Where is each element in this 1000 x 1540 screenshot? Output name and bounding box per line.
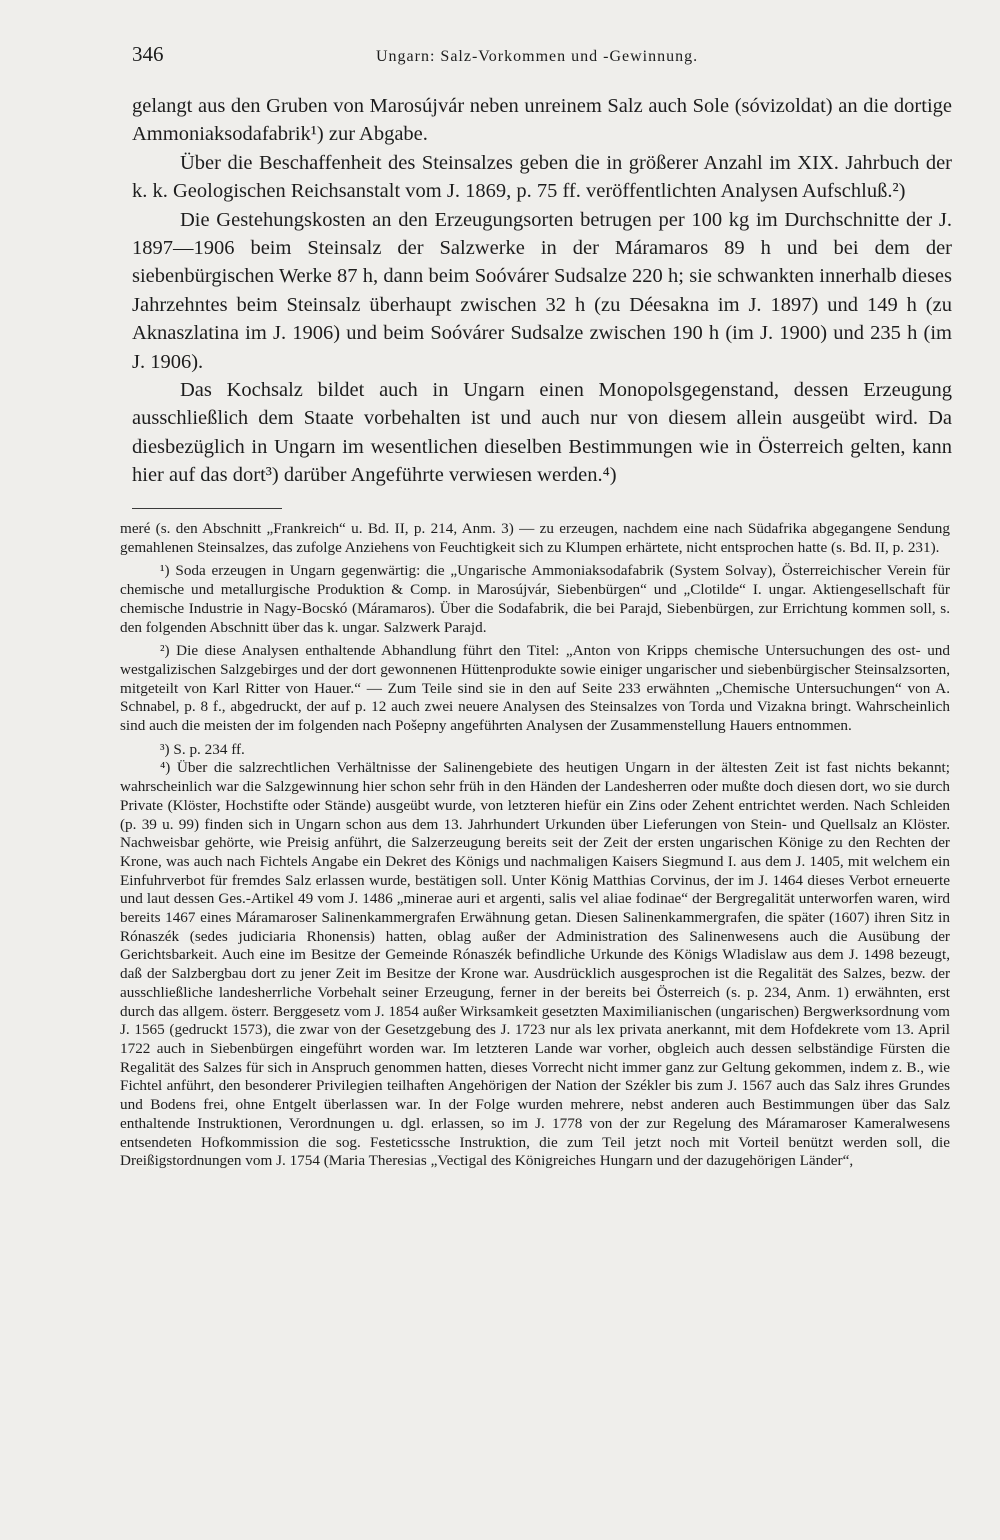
footnote-4: ⁴) Über die salzrechtlichen Verhältnisse der Salinengebiete des heutigen Ungarn in der ältesten Zeit ist fast nichts bekannt; wahrscheinlich war die Salzgewinnung hier schon sehr früh in den Händen der Landesherren oder mußte doch diesen dort, wo sie durch Private (Klöster, Hochstifte oder Stände) ausgeübt wurde, von letzteren hiefür ein Zins oder Zehent entrichtet werden. Nach Schleiden (p. 39 u. 99) finden sich in Ungarn schon aus dem 13. Jahrhundert Urkunden über Lieferungen von Stein- und Quellsalz an Klöster. Nachweisbar gehörte, wie Preisig anführt, die Salzerzeugung bereits seit der Zeit der ersten ungarischen Könige zu den Rechten der Krone, was auch nach Fichtels Angabe ein Dekret des Königs und nachmaligen Kaisers Siegmund I. aus dem J. 1405, mit welchem ein Einfuhrverbot für fremdes Salz erlassen wurde, bestätigen soll. Unter König Matthias Corvinus, der im J. 1464 dieses Verbot erneuerte und laut dessen Ges.-Artikel 49 vom J. 1486 „minerae auri et argenti, salis vel aliae fodinae“ der Bergregalität unterworfen waren, wird bereits 1467 eines Máramaroser Salinenkammergrafen Erwähnung getan. Diesen Salinenkammergrafen, die später (1607) ihren Sitz in Rónaszék (sedes judiciaria Rhonensis) hatten, oblag außer der Administration des Salinenwesens auch die Ausübung der Gerichtsbarkeit. Auch eine im Besitze der Gemeinde Rónaszék befindliche Urkunde des Königs Wladislaw aus dem J. 1498 bezeugt, daß der Salzbergbau dort zu jener Zeit im Besitze der Krone war. Ausdrücklich ausgesprochen ist die Regalität des Salzes, bezw. der ausschließliche landesherrliche Vorbehalt seiner Erzeugung, ferner in der bereits bei Österreich (s. p. 234, Anm. 1) erwähnten, erst durch das allgem. österr. Berggesetz vom J. 1854 außer Wirksamkeit gesetzten Maximilianischen (ungarischen) Bergwerksordnung vom J. 1565 (gedruckt 1573), die zwar von der Gesetzgebung des J. 1723 nur als lex privata anerkannt, mit dem Hofdekrete vom 13. April 1722 auch in Siebenbürgen eingeführt worden war. Im letzteren Lande war vorher, obgleich auch dessen selbständige Fürsten die Regalität des Salzes für sich in Anspruch genommen hatten, dieses Vorrecht nicht immer ganz zur Geltung gekommen, indem z. B., wie Fichtel anführt, den besonderer Privilegien teilhaften Angehörigen der Nation der Székler bis zum J. 1567 auch das Salz ihres Grundes und Bodens frei, ohne Entgelt überlassen war. In der Folge wurden mehrere, nebst anderen auch Bestimmungen über das Salz enthaltende Instruktionen, Verordnungen u. dgl. erlassen, so im J. 1778 von der zur Regelung des Máramaroser Kameralwesens entsendeten Hofkommission die sog. Festeticssche Instruktion, die zum Teil jetzt noch mit Vorteil benützt werden soll, die Dreißigstordnungen vom J. 1754 (Maria Theresias „Vectigal des Königreiches Hungarn und der dazugehörigen Länder“, — [120, 759, 950, 1170]
footnote-1: ¹) Soda erzeugen in Ungarn gegenwärtig: die „Ungarische Ammoniaksodafabrik (System Solvay), Österreichischer Verein für chemische und metallurgische Produktion & Comp. in Marosújvár, Siebenbürgen“ und „Clotilde“ I. ungar. Aktiengesellschaft für chemische Industrie in Nagy-Bocskó (Máramaros). Über die Sodafabrik, die bei Parajd, Siebenbürgen, zur Errichtung kommen soll, s. den folgenden Abschnitt über das k. ungar. Salzwerk Parajd. — [120, 562, 950, 636]
footnote-2: ²) Die diese Analysen enthaltende Abhandlung führt den Titel: „Anton von Kripps chemische Untersuchungen des ost- und westgalizischen Salzgebirges und der dort gewonnenen Hüttenprodukte sowie einiger ungarischer und siebenbürgischer Steinsalzsorten, mitgeteilt von Karl Ritter von Hauer.“ — Zum Teile sind sie in den auf Seite 233 erwähnten „Chemische Untersuchungen“ von A. Schnabel, p. 8 f., abgedruckt, der auf p. 12 auch zwei neuere Analysen des Steinsalzes von Torda und Vizakna bringt. Wahrscheinlich sind auch die meisten der im folgenden nach Pošepny angeführten Analysen der Zusammenstellung Hauers entnommen. — [120, 642, 950, 735]
paragraph: gelangt aus den Gruben von Marosújvár neben unreinem Salz auch Sole (sóvizoldat) an die dortige Ammoniaksodafabrik¹) zur Abgabe. — [132, 95, 952, 146]
main-text — [132, 92, 952, 490]
page-header — [132, 42, 952, 72]
page-number: 346 — [132, 42, 164, 66]
paragraph: Die Gestehungskosten an den Erzeugungsorten betrugen per 100 kg im Durchschnitte der J. 1897—1906 beim Steinsalz der Salzwerke in der Máramaros 89 h und bei dem der siebenbürgischen Werke 87 h, dann beim Soóvárer Sudsalze 220 h; sie schwankten innerhalb dieses Jahrzehntes beim Steinsalz überhaupt zwischen 32 h (zu Déesakna im J. 1897) und 149 h (zu Aknaszlatina im J. 1906) und beim Soóvárer Sudsalze zwischen 190 h (im J. 1900) und 235 h (im J. 1906). — [132, 208, 952, 373]
footnotes — [120, 520, 950, 1171]
paragraph: Über die Beschaffenheit des Steinsalzes geben die in größerer Anzahl im XIX. Jahrbuch der k. k. Geologischen Reichsanstalt vom J. 1869, p. 75 ff. veröffentlichten Analysen Aufschluß.²) — [132, 151, 952, 203]
running-title: Ungarn: Salz-Vorkommen und -Gewinnung. — [376, 48, 699, 65]
paragraph: Das Kochsalz bildet auch in Ungarn einen Monopolsgegenstand, dessen Erzeugung ausschließlich dem Staate vorbehalten ist und auch nur von diesem allein ausgeübt wird. Da diesbezüglich in Ungarn im wesentlichen dieselben Bestimmungen wie in Österreich gelten, kann hier auf das dort³) darüber Angeführte verwiesen werden.⁴) — [132, 379, 952, 487]
footnote-separator — [132, 508, 282, 509]
footnote-carryover: meré (s. den Abschnitt „Frankreich“ u. Bd. II, p. 214, Anm. 3) — zu erzeugen, nachdem eine nach Südafrika abgegangene Sendung gemahlenen Steinsalzes, das zufolge Anziehens von Feuchtigkeit sich zu Klumpen erhärtete, nicht entsprochen hatte (s. Bd. II, p. 231). — [120, 520, 950, 556]
footnote-3: ³) S. p. 234 ff. — [160, 740, 245, 758]
